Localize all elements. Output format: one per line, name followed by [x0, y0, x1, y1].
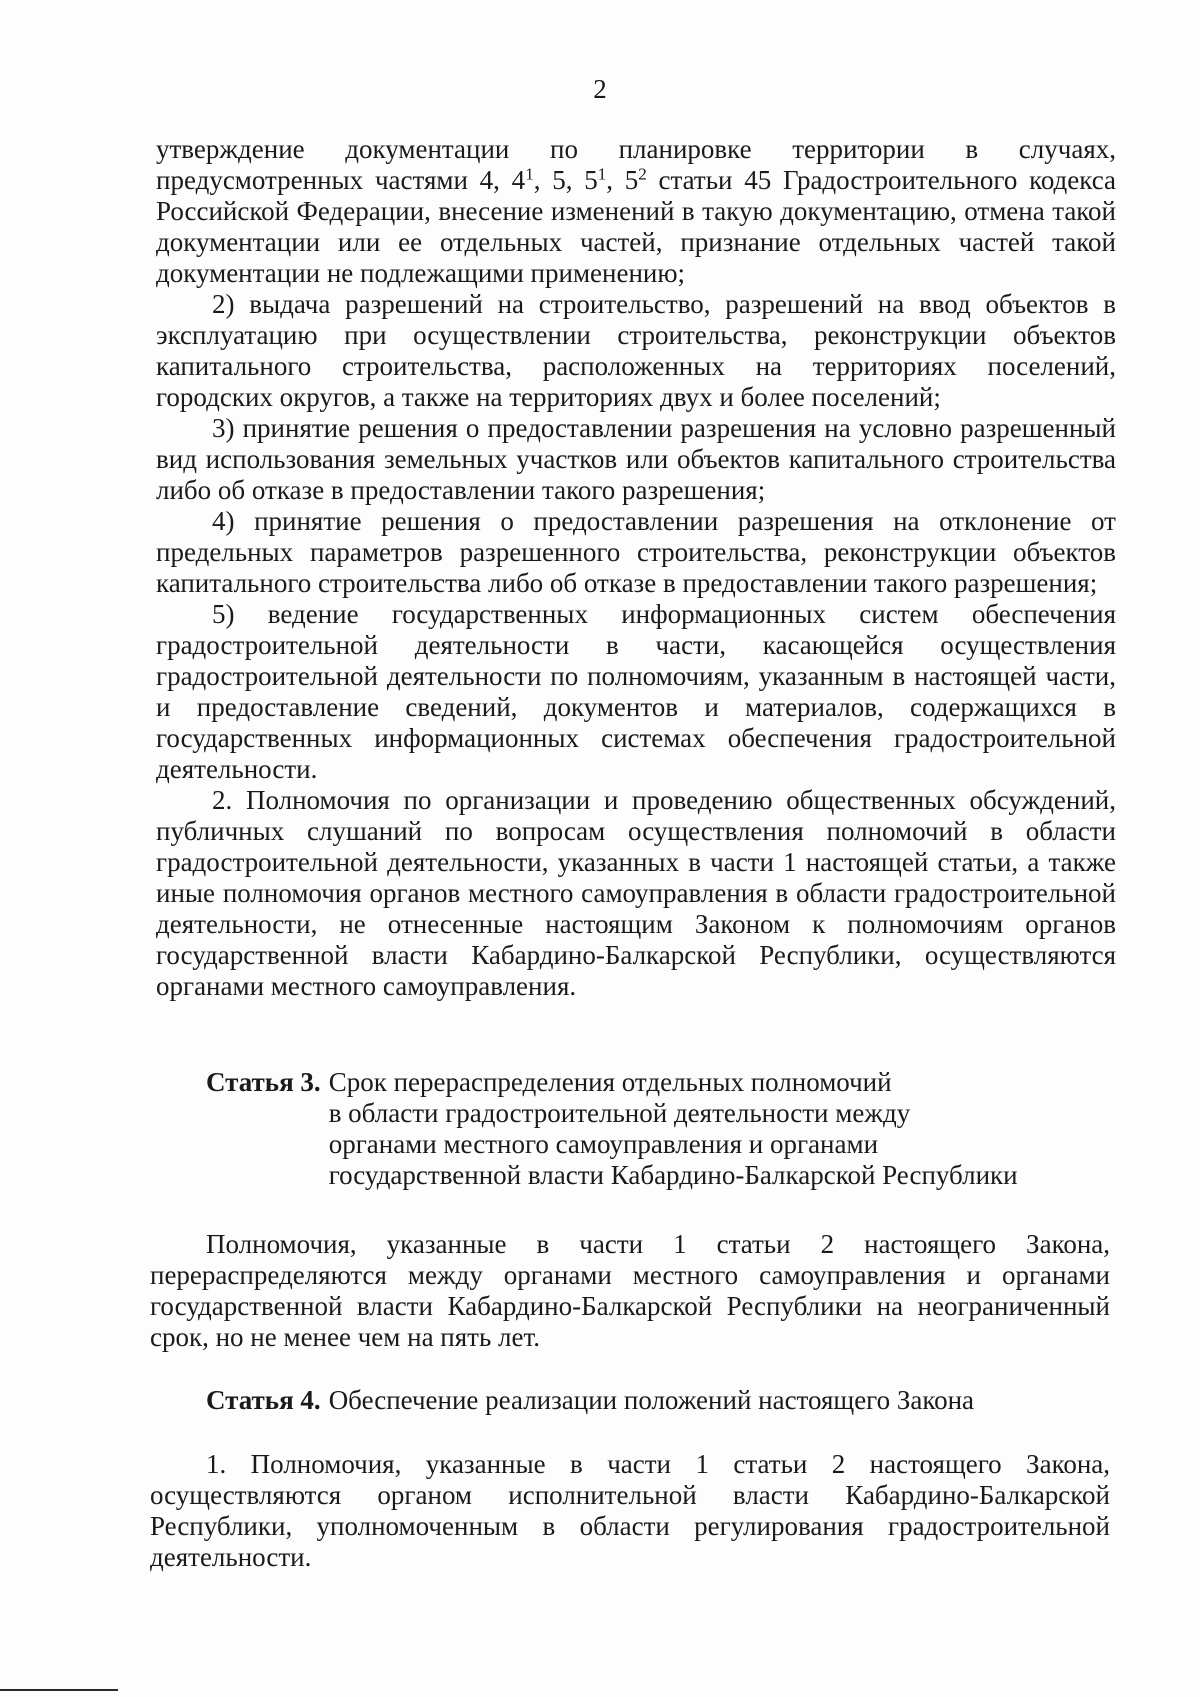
intro-text-b: , 5, 5	[533, 165, 598, 195]
paragraph-intro	[156, 134, 1116, 289]
article3-title-line: Срок перераспределения отдельных полномочий	[328, 1067, 892, 1097]
superscript: 1	[525, 164, 534, 184]
paragraph-item-2: 2) выдача разрешений на строительство, разрешений на ввод объектов в эксплуатацию при осуществлении строительства, реконструкции объектов капитального строительства, расположенных на территориях поселений, городских округов, а также на территориях двух и более поселений;	[156, 289, 1116, 412]
article4-title-line: Обеспечение реализации положений настоящего Закона	[328, 1385, 975, 1415]
paragraph-item-5: 5) ведение государственных информационных систем обеспечения градостроительной деятельности в части, касающейся осуществления градостроительной деятельности по полномочиям, указанным в настоящей части, и предоставление сведений, документов и материалов, содержащихся в государственных информационных системах обеспечения градостроительной деятельности.	[156, 599, 1116, 784]
intro-text-c: , 5	[606, 165, 639, 195]
article3-body	[150, 1229, 1110, 1353]
intro-text-d: статьи 45 Градостроительного кодекса Российской Федерации, внесение изменений в такую документацию, отмена такой документации или ее отдельных частей, признание отдельных частей такой документации не подлежащими применению;	[156, 165, 1117, 288]
article3-title	[329, 1067, 1018, 1191]
article3-title-line: государственной власти Кабардино-Балкарской Республики	[328, 1160, 1018, 1190]
superscript: 1	[597, 164, 607, 184]
scan-edge-line	[0, 1689, 118, 1691]
article3-text: Полномочия, указанные в части 1 статьи 2 настоящего Закона, перераспределяются между органами местного самоуправления и органами государственной власти Кабардино-Балкарской Республики на неограниченный срок, но не менее чем на пять лет.	[150, 1229, 1110, 1352]
article2-continuation	[156, 134, 1116, 1002]
paragraph-item-4: 4) принятие решения о предоставлении разрешения на отклонение от предельных параметров разрешенного строительства, реконструкции объектов капитального строительства либо об отказе в предоставлении такого разрешения;	[156, 506, 1116, 598]
article3-label: Статья 3.	[206, 1067, 321, 1097]
intro-text-a: утверждение документации по планировке территории в случаях, предусмотренных частями 4, 4	[156, 134, 1116, 195]
article4-text: 1. Полномочия, указанные в части 1 статьи 2 настоящего Закона, осуществляются органом исполнительной власти Кабардино-Балкарской Республики, уполномоченным в области регулирования градостроительной деятельности.	[150, 1449, 1110, 1572]
paragraph-part-2: 2. Полномочия по организации и проведению общественных обсуждений, публичных слушаний по вопросам осуществления полномочий в области градостроительной деятельности, указанных в части 1 настоящей статьи, а также иные полномочия органов местного самоуправления в области градостроительной деятельности, не отнесенные настоящим Законом к полномочиям органов государственной власти Кабардино-Балкарской Республики, осуществляются органами местного самоуправления.	[156, 785, 1116, 1001]
article4-label: Статья 4.	[206, 1385, 321, 1415]
article3-title-line: органами местного самоуправления и органами	[328, 1129, 879, 1159]
page-number: 2	[593, 74, 607, 104]
article4-heading	[206, 1385, 974, 1416]
article4-title	[329, 1385, 974, 1416]
article3-title-line: в области градостроительной деятельности между	[328, 1098, 911, 1128]
article4-body	[150, 1449, 1110, 1573]
article3-heading	[206, 1067, 1018, 1191]
paragraph-item-3: 3) принятие решения о предоставлении разрешения на условно разрешенный вид использования земельных участков или объектов капитального строительства либо об отказе в предоставлении такого разрешения;	[156, 413, 1116, 505]
superscript: 2	[638, 164, 647, 184]
